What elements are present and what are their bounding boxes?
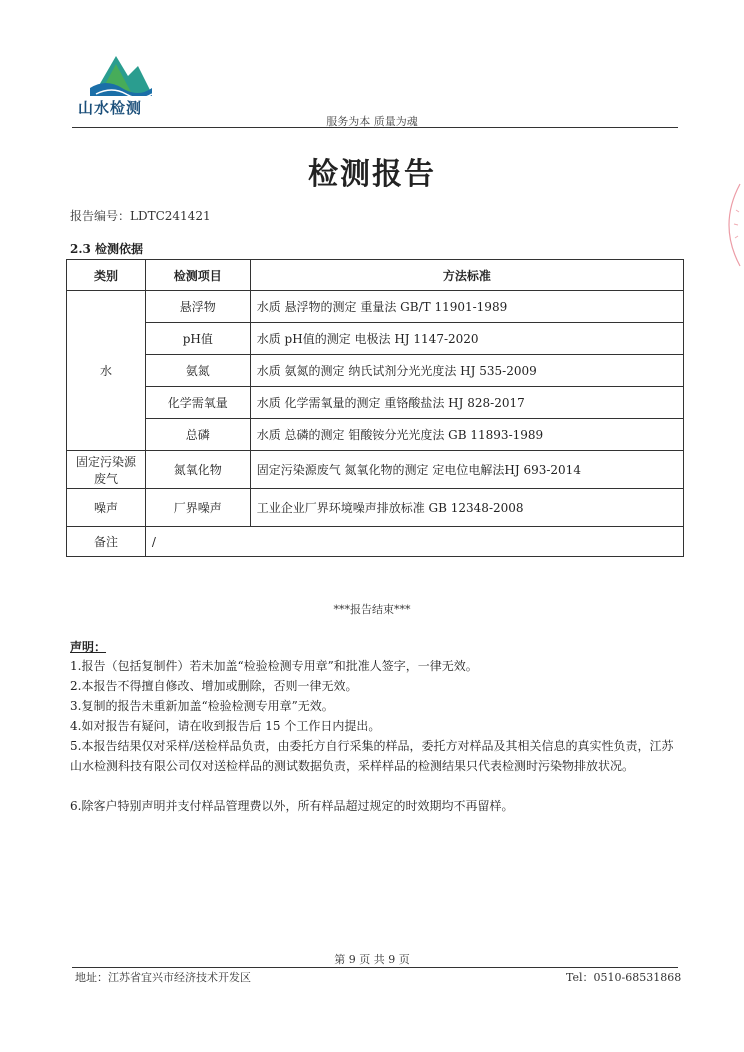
remarks-value: /: [145, 527, 683, 557]
item-cell: pH值: [145, 323, 250, 355]
table-header-row: [67, 260, 684, 291]
declaration-item: 2.本报告不得擅自修改、增加或删除，否则一律无效。: [70, 679, 358, 693]
category-noise: 噪声: [67, 489, 146, 527]
method-cell: 水质 化学需氧量的测定 重铬酸盐法 HJ 828-2017: [250, 387, 683, 419]
logo-text: 山水检测: [78, 99, 143, 117]
item-cell: 总磷: [145, 419, 250, 451]
declaration-item: 3.复制的报告未重新加盖“检验检测专用章”无效。: [70, 699, 334, 713]
footer-tel: Tel：0510-68531868: [566, 971, 682, 984]
category-exhaust: 固定污染源废气: [67, 451, 146, 489]
method-cell: 水质 氨氮的测定 纳氏试剂分光光度法 HJ 535-2009: [250, 355, 683, 387]
header-method: 方法标准: [250, 260, 683, 291]
table-row: [67, 419, 684, 451]
remarks-label: 备注: [67, 527, 146, 557]
declaration-item: 6.除客户特别声明并支付样品管理费以外，所有样品超过规定的时效期均不再留样。: [70, 799, 514, 813]
declaration-title: 声明：: [70, 640, 107, 654]
report-number: 报告编号：LDTC241421: [70, 209, 211, 223]
report-end-mark: ***报告结束***: [333, 603, 411, 616]
item-cell: 氮氧化物: [145, 451, 250, 489]
item-cell: 化学需氧量: [145, 387, 250, 419]
declaration-item: 1.报告（包括复制件）若未加盖“检验检测专用章”和批准人签字，一律无效。: [70, 659, 478, 673]
seal-stamp-fragment: [712, 180, 742, 270]
method-cell: 水质 悬浮物的测定 重量法 GB/T 11901-1989: [250, 291, 683, 323]
item-cell: 悬浮物: [145, 291, 250, 323]
header-divider: [72, 127, 678, 128]
page-number: 第 9 页 共 9 页: [334, 953, 410, 966]
table-row: [67, 323, 684, 355]
method-cell: 水质 pH值的测定 电极法 HJ 1147-2020: [250, 323, 683, 355]
method-cell: 固定污染源废气 氮氧化物的测定 定电位电解法HJ 693-2014: [250, 451, 683, 489]
footer-address: 地址：江苏省宜兴市经济技术开发区: [75, 971, 251, 984]
declaration-item: 4.如对报告有疑问，请在收到报告后 15 个工作日内提出。: [70, 719, 381, 733]
section-title: 2.3 检测依据: [70, 242, 144, 256]
header-item: 检测项目: [145, 260, 250, 291]
method-cell: 水质 总磷的测定 钼酸铵分光光度法 GB 11893-1989: [250, 419, 683, 451]
testing-basis-table: [66, 259, 684, 557]
table-row: [67, 355, 684, 387]
table-row-remarks: [67, 527, 684, 557]
page-title: 检测报告: [308, 157, 436, 192]
table-row: [67, 451, 684, 489]
table-row: [67, 291, 684, 323]
table-row: [67, 387, 684, 419]
method-cell: 工业企业厂界环境噪声排放标准 GB 12348-2008: [250, 489, 683, 527]
item-cell: 厂界噪声: [145, 489, 250, 527]
item-cell: 氨氮: [145, 355, 250, 387]
header-category: 类别: [67, 260, 146, 291]
declaration-item: 5.本报告结果仅对采样/送检样品负责，由委托方自行采集的样品，委托方对样品及其相关信息的真实性负责，江苏山水检测科技有限公司仅对送检样品的测试数据负责，采样样品的检测结果只代表检测时污染物排放状况。: [70, 739, 674, 773]
table-row: [67, 489, 684, 527]
category-water: 水: [67, 291, 146, 451]
header-slogan: 服务为本 质量为魂: [326, 115, 418, 128]
footer-divider: [72, 967, 678, 968]
